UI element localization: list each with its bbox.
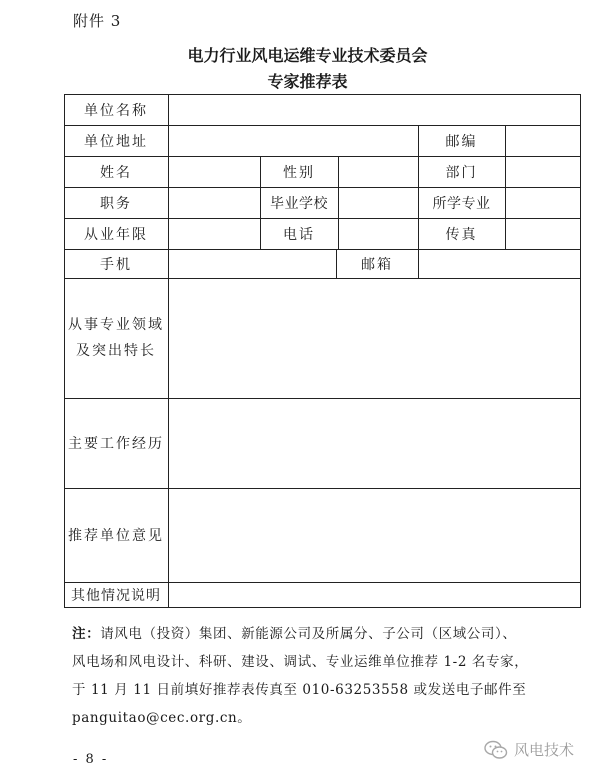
label-other: 其他情况说明 <box>71 587 161 604</box>
input-department[interactable] <box>506 157 580 187</box>
footnote <box>72 620 557 732</box>
input-position[interactable] <box>169 188 260 218</box>
input-name[interactable] <box>169 157 260 187</box>
label-expertise <box>64 278 168 398</box>
footnote-line-4: panguitao@cec.org.cn。 <box>72 710 252 726</box>
input-mobile[interactable] <box>169 250 336 278</box>
label-name: 姓名 <box>100 164 132 181</box>
footnote-label: 注： <box>72 626 101 642</box>
input-gender[interactable] <box>339 157 418 187</box>
document-subtitle: 专家推荐表 <box>267 72 348 91</box>
label-gender: 性别 <box>283 164 315 181</box>
label-expertise-line1: 从事专业领域 <box>68 317 164 333</box>
input-years[interactable] <box>169 219 260 249</box>
label-recommendation: 推荐单位意见 <box>68 528 164 544</box>
recommendation-form-table <box>64 94 581 608</box>
document-title: 电力行业风电运维专业技术委员会 <box>187 46 428 65</box>
input-experience[interactable] <box>169 399 580 488</box>
label-expertise-line2: 及突出特长 <box>76 343 156 359</box>
label-unit-name: 单位名称 <box>84 102 148 119</box>
label-email: 邮箱 <box>361 256 393 273</box>
input-school[interactable] <box>339 188 418 218</box>
footnote-line-2: 风电场和风电设计、科研、建设、调试、专业运维单位推荐 1-2 名专家， <box>72 654 529 670</box>
wechat-icon <box>484 740 508 760</box>
footnote-line-3: 于 11 月 11 日前填好推荐表传真至 010-63253558 或发送电子邮件至 <box>72 682 527 698</box>
input-other[interactable] <box>169 583 580 607</box>
watermark <box>484 739 574 760</box>
label-fax: 传真 <box>445 226 478 243</box>
table-border-bottom <box>64 607 581 608</box>
label-position: 职务 <box>100 195 132 212</box>
input-email[interactable] <box>419 250 580 278</box>
label-years: 从业年限 <box>84 226 148 243</box>
input-phone[interactable] <box>339 219 418 249</box>
input-expertise[interactable] <box>169 279 580 398</box>
label-mobile: 手机 <box>100 256 132 273</box>
input-fax[interactable] <box>506 219 580 249</box>
label-major: 所学专业 <box>432 195 491 212</box>
input-major[interactable] <box>506 188 580 218</box>
label-unit-address: 单位地址 <box>84 133 148 150</box>
attachment-label: 附件 3 <box>73 12 122 30</box>
input-unit-name[interactable] <box>169 95 580 125</box>
label-department: 部门 <box>445 164 478 181</box>
watermark-text: 风电技术 <box>514 741 575 759</box>
input-recommendation[interactable] <box>169 489 580 582</box>
footnote-line-1: 注：请风电（投资）集团、新能源公司及所属分、子公司（区域公司）、 <box>72 626 517 642</box>
label-school: 毕业学校 <box>270 195 328 212</box>
label-experience: 主要工作经历 <box>68 436 164 452</box>
label-phone: 电话 <box>283 226 315 243</box>
page-number: - 8 - <box>73 752 109 767</box>
label-postcode: 邮编 <box>445 133 478 150</box>
input-postcode[interactable] <box>506 126 580 156</box>
input-unit-address[interactable] <box>169 126 418 156</box>
table-border-right <box>580 94 581 608</box>
